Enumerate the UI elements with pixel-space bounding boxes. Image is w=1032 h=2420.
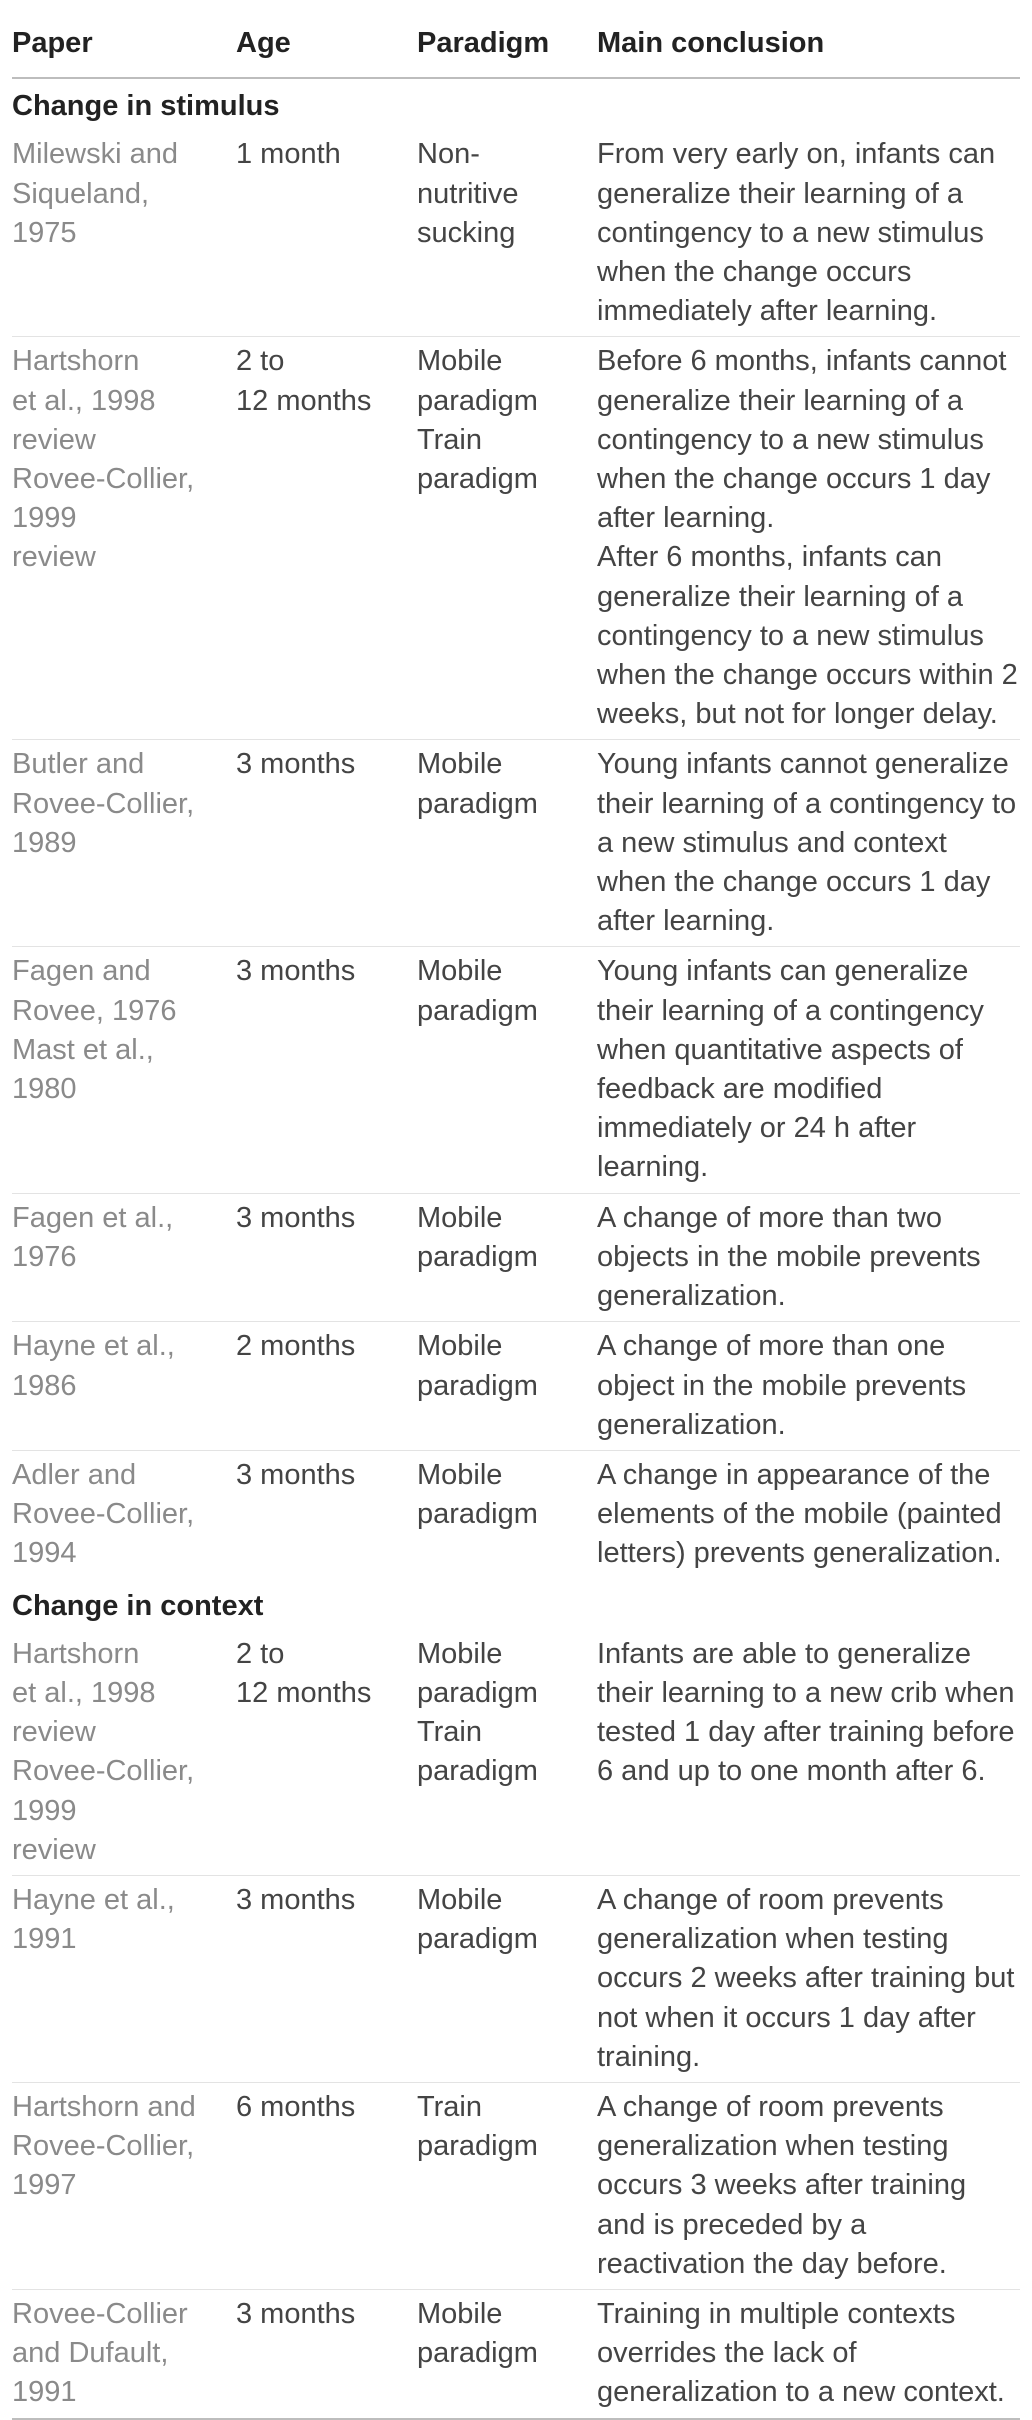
paper-line: Hartshorn bbox=[12, 345, 140, 378]
paper-line: Adler and bbox=[12, 1458, 137, 1491]
paradigm-line: Mobile bbox=[417, 1458, 503, 1491]
conclusion-text: Infants are able to generalize their learning to a new crib when tested 1 day after training before 6 and up to one month after 6. bbox=[597, 1637, 1015, 1788]
paradigm-cell bbox=[417, 1450, 597, 1578]
header-paper: Paper bbox=[12, 12, 236, 78]
studies-table bbox=[12, 12, 1020, 2420]
conclusion-text: Young infants can generalize their learning of a contingency when quantitative aspects of feedback are modified immediately or 24 h after learning. bbox=[597, 955, 984, 1184]
paper-line: Hartshorn and bbox=[12, 2090, 196, 2123]
paradigm-line: nutritive bbox=[417, 177, 519, 210]
paper-line: 1980 bbox=[12, 1073, 77, 1106]
section-row bbox=[12, 78, 1020, 130]
paper-line: Milewski and bbox=[12, 138, 178, 171]
paper-line: 1986 bbox=[12, 1369, 77, 1402]
paradigm-cell bbox=[417, 1875, 597, 2082]
paper-line: Rovee-Collier, bbox=[12, 787, 195, 820]
conclusion-text: A change of room prevents generalization when testing occurs 3 weeks after training and is preceded by a reactivation the day before. bbox=[597, 2090, 967, 2280]
paradigm-line: Mobile bbox=[417, 955, 503, 988]
paper-cell bbox=[12, 1450, 236, 1578]
paper-line: Hartshorn bbox=[12, 1637, 140, 1670]
paper-line: Hayne et al., bbox=[12, 1330, 175, 1363]
conclusion-cell bbox=[597, 130, 1020, 337]
age-cell bbox=[236, 1322, 417, 1451]
paradigm-line: paradigm bbox=[417, 1676, 538, 1709]
table-header bbox=[12, 12, 1020, 78]
age-line: 3 months bbox=[236, 1458, 356, 1491]
age-line: 3 months bbox=[236, 1883, 356, 1916]
paper-line: Hayne et al., bbox=[12, 1883, 175, 1916]
paper-line: review bbox=[12, 1716, 96, 1749]
conclusion-cell bbox=[597, 1322, 1020, 1451]
paper-line: Rovee-Collier, bbox=[12, 1498, 195, 1531]
age-cell bbox=[236, 1193, 417, 1322]
paradigm-cell bbox=[417, 337, 597, 740]
conclusion-cell bbox=[597, 740, 1020, 947]
paradigm-line: Train bbox=[417, 2090, 482, 2123]
age-line: 3 months bbox=[236, 1201, 356, 1234]
paper-line: Rovee-Collier, bbox=[12, 463, 195, 496]
paper-line: et al., 1998 bbox=[12, 1676, 156, 1709]
paper-cell bbox=[12, 1875, 236, 2082]
table-body bbox=[12, 78, 1020, 2418]
paradigm-line: Mobile bbox=[417, 1637, 503, 1670]
age-line: 1 month bbox=[236, 138, 341, 171]
paper-line: Rovee, 1976 bbox=[12, 994, 177, 1027]
conclusion-cell bbox=[597, 1450, 1020, 1578]
age-line: 12 months bbox=[236, 1676, 372, 1709]
age-line: 2 to bbox=[236, 345, 285, 378]
age-cell bbox=[236, 947, 417, 1193]
paper-line: Butler and bbox=[12, 748, 145, 781]
paradigm-line: paradigm bbox=[417, 463, 538, 496]
conclusion-text: Before 6 months, infants cannot generalize their learning of a contingency to a new stimulus when the change occurs 1 day after learning. bbox=[597, 345, 1007, 535]
paper-line: Rovee-Collier, bbox=[12, 2130, 195, 2163]
paradigm-line: sucking bbox=[417, 216, 516, 249]
paradigm-cell bbox=[417, 2082, 597, 2289]
section-title: Change in stimulus bbox=[12, 90, 280, 123]
conclusion-cell bbox=[597, 337, 1020, 740]
paper-line: 1989 bbox=[12, 826, 77, 859]
paradigm-line: paradigm bbox=[417, 384, 538, 417]
conclusion-text: From very early on, infants can generalize their learning of a contingency to a new stimulus when the change occurs immediately after learning. bbox=[597, 138, 996, 328]
paradigm-line: paradigm bbox=[417, 2337, 538, 2370]
paper-line: Fagen et al., bbox=[12, 1201, 174, 1234]
table-row bbox=[12, 2082, 1020, 2289]
age-cell bbox=[236, 130, 417, 337]
age-cell bbox=[236, 1630, 417, 1876]
age-cell bbox=[236, 2289, 417, 2418]
paper-line: review bbox=[12, 423, 96, 456]
age-line: 2 months bbox=[236, 1330, 356, 1363]
header-paradigm: Paradigm bbox=[417, 12, 597, 78]
paradigm-line: Non- bbox=[417, 138, 480, 171]
conclusion-cell bbox=[597, 2082, 1020, 2289]
section-title: Change in context bbox=[12, 1589, 264, 1622]
age-line: 6 months bbox=[236, 2090, 356, 2123]
paper-cell bbox=[12, 1193, 236, 1322]
paradigm-line: Mobile bbox=[417, 1330, 503, 1363]
paper-line: Rovee-Collier bbox=[12, 2297, 188, 2330]
conclusion-text: A change in appearance of the elements of the mobile (painted letters) prevents generalization. bbox=[597, 1458, 1002, 1570]
age-line: 2 to bbox=[236, 1637, 285, 1670]
table-row bbox=[12, 130, 1020, 337]
table-row bbox=[12, 337, 1020, 740]
paradigm-line: Mobile bbox=[417, 2297, 503, 2330]
header-conclusion: Main conclusion bbox=[597, 12, 1020, 78]
paradigm-line: paradigm bbox=[417, 1498, 538, 1531]
paradigm-line: Mobile bbox=[417, 1201, 503, 1234]
conclusion-text: Young infants cannot generalize their learning of a contingency to a new stimulus and context when the change occurs 1 day after learning. bbox=[597, 748, 1017, 938]
paradigm-line: paradigm bbox=[417, 787, 538, 820]
conclusion-cell bbox=[597, 947, 1020, 1193]
paper-line: et al., 1998 bbox=[12, 384, 156, 417]
table-row bbox=[12, 1450, 1020, 1578]
paradigm-cell bbox=[417, 1193, 597, 1322]
paper-line: Fagen and bbox=[12, 955, 151, 988]
table-row bbox=[12, 2289, 1020, 2418]
table-row bbox=[12, 1322, 1020, 1451]
paradigm-cell bbox=[417, 740, 597, 947]
conclusion-cell bbox=[597, 1630, 1020, 1876]
paper-line: 1991 bbox=[12, 2376, 77, 2409]
paradigm-line: Mobile bbox=[417, 345, 503, 378]
age-cell bbox=[236, 1875, 417, 2082]
paper-line: 1999 bbox=[12, 1794, 77, 1827]
paper-line: Mast et al., bbox=[12, 1033, 154, 1066]
age-line: 12 months bbox=[236, 384, 372, 417]
paradigm-line: Mobile bbox=[417, 748, 503, 781]
conclusion-text: After 6 months, infants can generalize their learning of a contingency to a new stimulus when the change occurs within 2 weeks, but not for longer delay. bbox=[597, 541, 1018, 731]
paradigm-line: Train bbox=[417, 1716, 482, 1749]
paper-line: 1976 bbox=[12, 1240, 77, 1273]
age-cell bbox=[236, 337, 417, 740]
paper-line: 1999 bbox=[12, 502, 77, 535]
paper-line: review bbox=[12, 541, 96, 574]
table-row bbox=[12, 1193, 1020, 1322]
paradigm-cell bbox=[417, 2289, 597, 2418]
conclusion-text: A change of room prevents generalization when testing occurs 2 weeks after training but not when it occurs 1 day after training. bbox=[597, 1883, 1015, 2073]
paper-cell bbox=[12, 337, 236, 740]
table-row bbox=[12, 947, 1020, 1193]
conclusion-text: A change of more than two objects in the mobile prevents generalization. bbox=[597, 1201, 981, 1313]
paradigm-cell bbox=[417, 1630, 597, 1876]
paper-line: 1991 bbox=[12, 1923, 77, 1956]
table-row bbox=[12, 1875, 1020, 2082]
paradigm-line: paradigm bbox=[417, 1755, 538, 1788]
age-cell bbox=[236, 740, 417, 947]
paper-cell bbox=[12, 2082, 236, 2289]
conclusion-text: Training in multiple contexts overrides the lack of generalization to a new context. bbox=[597, 2297, 1005, 2409]
paradigm-line: paradigm bbox=[417, 1240, 538, 1273]
paradigm-cell bbox=[417, 130, 597, 337]
section-row bbox=[12, 1579, 1020, 1630]
conclusion-text: A change of more than one object in the mobile prevents generalization. bbox=[597, 1330, 967, 1441]
paper-line: review bbox=[12, 1833, 96, 1866]
paper-line: 1997 bbox=[12, 2169, 77, 2202]
paper-cell bbox=[12, 130, 236, 337]
paper-cell bbox=[12, 1322, 236, 1451]
paradigm-line: paradigm bbox=[417, 994, 538, 1027]
conclusion-cell bbox=[597, 1875, 1020, 2082]
header-age: Age bbox=[236, 12, 417, 78]
age-cell bbox=[236, 1450, 417, 1578]
conclusion-cell bbox=[597, 1193, 1020, 1322]
paradigm-line: paradigm bbox=[417, 2130, 538, 2163]
paper-cell bbox=[12, 1630, 236, 1876]
paradigm-line: Mobile bbox=[417, 1883, 503, 1916]
age-line: 3 months bbox=[236, 2297, 356, 2330]
paper-line: Siqueland, bbox=[12, 177, 150, 210]
table-row bbox=[12, 740, 1020, 947]
paradigm-line: paradigm bbox=[417, 1923, 538, 1956]
paradigm-line: Train bbox=[417, 423, 482, 456]
paper-line: and Dufault, bbox=[12, 2337, 169, 2370]
paradigm-line: paradigm bbox=[417, 1369, 538, 1402]
paper-line: Rovee-Collier, bbox=[12, 1755, 195, 1788]
paper-cell bbox=[12, 947, 236, 1193]
paper-line: 1994 bbox=[12, 1537, 77, 1570]
conclusion-cell bbox=[597, 2289, 1020, 2418]
paper-line: 1975 bbox=[12, 216, 77, 249]
age-line: 3 months bbox=[236, 955, 356, 988]
table-row bbox=[12, 1630, 1020, 1876]
age-cell bbox=[236, 2082, 417, 2289]
paper-cell bbox=[12, 740, 236, 947]
age-line: 3 months bbox=[236, 748, 356, 781]
paradigm-cell bbox=[417, 1322, 597, 1451]
paper-cell bbox=[12, 2289, 236, 2418]
paradigm-cell bbox=[417, 947, 597, 1193]
